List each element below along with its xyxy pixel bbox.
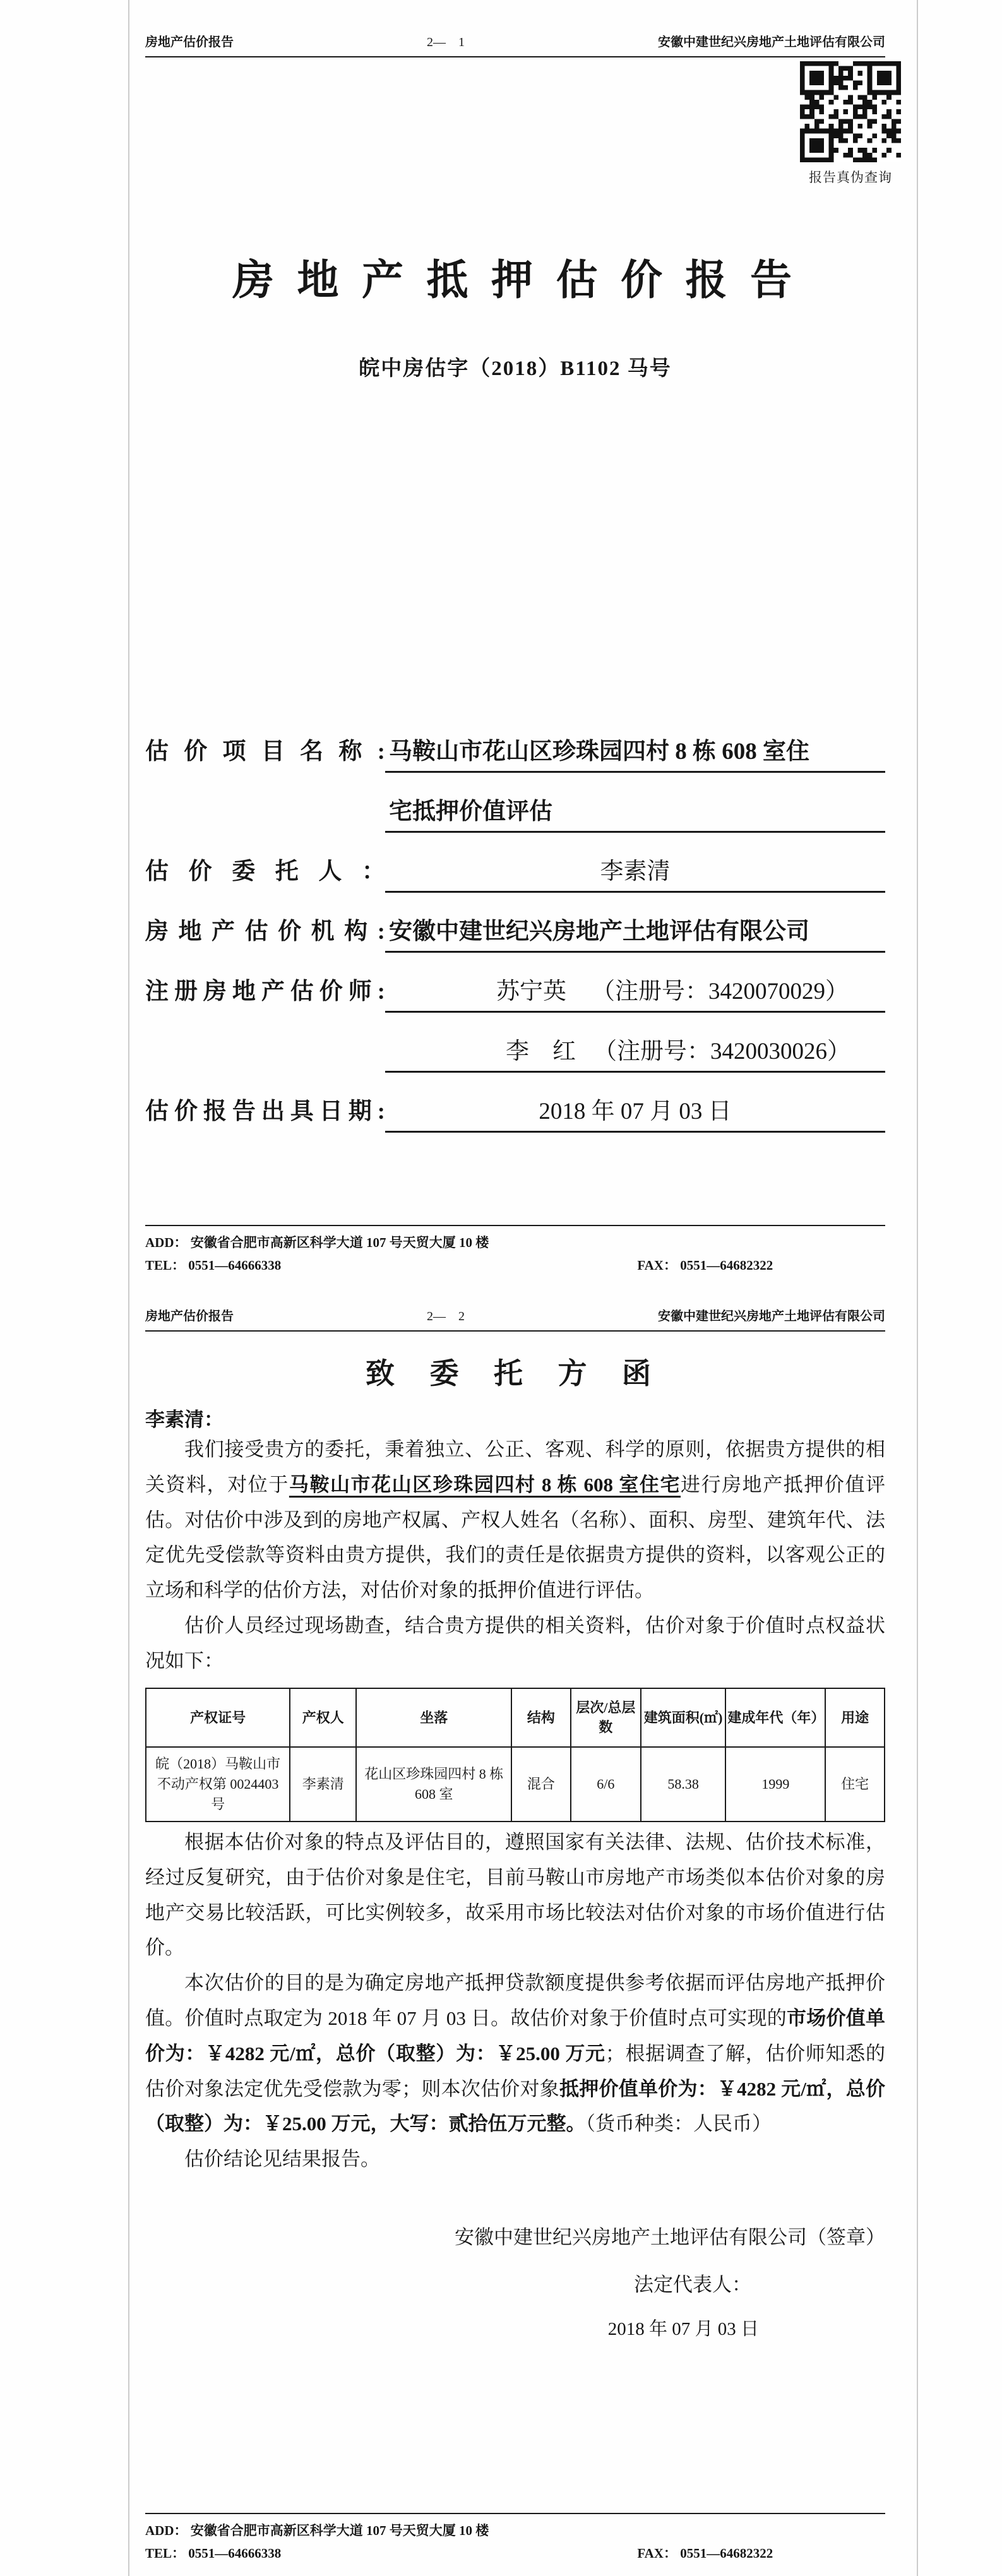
col-header-year-built: 建成年代（年） <box>725 1688 825 1748</box>
footer-address: ADD： 安徽省合肥市高新区科学大道 107 号天贸大厦 10 楼 <box>145 2523 489 2538</box>
field-label-issue-date: 估价报告出具日期: <box>145 1099 385 1124</box>
signature-block <box>145 2221 885 2340</box>
cell-floor: 6/6 <box>571 1747 641 1822</box>
appraiser2-registration: （注册号：3420030026） <box>593 1039 850 1064</box>
letter-paragraph-4 <box>145 1965 885 2142</box>
footer-address: ADD： 安徽省合肥市高新区科学大道 107 号天贸大厦 10 楼 <box>145 1235 489 1250</box>
form-row-appraiser-2 <box>145 1032 885 1073</box>
col-header-area: 建筑面积(㎡) <box>641 1688 726 1748</box>
col-header-floor: 层次/总层数 <box>571 1688 641 1748</box>
field-value-appraiser-2 <box>385 1032 885 1073</box>
footer-fax: FAX： 0551—64682322 <box>637 1258 773 1273</box>
field-label-agency: 房地产估价机构: <box>145 919 385 945</box>
paragraph1-text-a: 我们接受贵方的委托，秉着独立、公正、客观、科学的原则，依据贵方提供的相关资料，对位于 <box>145 1438 885 1496</box>
signature-legal-representative: 法定代表人： <box>634 2274 751 2296</box>
field-value-project-line2: 宅抵押价值评估 <box>385 792 885 833</box>
page1-running-header <box>145 0 885 57</box>
footer-telephone: TEL： 0551—64666338 <box>145 2546 282 2561</box>
field-label-project: 估价项目名称: <box>145 739 385 765</box>
doc-number: 皖中房估字（2018）B1102 马号 <box>359 357 672 380</box>
form-row-client <box>145 852 885 893</box>
signature-date: 2018 年 07 月 03 日 <box>607 2319 759 2339</box>
form-row-project <box>145 732 885 773</box>
report-title: 房 地 产 抵 押 估 价 报 告 <box>232 258 798 304</box>
market-value-emphasis: 市场价值单价为：￥4282 元/㎡，总价（取整）为：￥25.00 万元 <box>145 2007 886 2065</box>
field-value-client: 李素清 <box>385 852 885 893</box>
field-value-project-line1: 马鞍山市花山区珍珠园四村 8 栋 608 室住 <box>385 732 885 773</box>
paragraph4-text-b: ；根据调查了解，估价师知悉的估价对象法定优先受偿款为零；则本次估价对象 <box>145 2042 885 2100</box>
paragraph4-text-a: 本次估价的目的是为确定房地产抵押贷款额度提供参考依据而评估房地产抵押价值。价值时点取定为 2018 年 07 月 03 日。故估价对象于价值时点可实现的 <box>145 1972 885 2030</box>
appraiser1-name: 苏宁英 <box>496 979 566 1005</box>
field-label-client: 估价委托人： <box>145 859 385 885</box>
mortgage-value-emphasis: 抵押价值单价为：￥4282 元/㎡，总价（取整）为：￥25.00 万元，大写：贰拾伍万元整。 <box>145 2077 885 2135</box>
cell-area: 58.38 <box>641 1747 726 1822</box>
page1-running-footer <box>145 1225 885 1274</box>
letter-paragraph-5: 估价结论见结果报告。 <box>184 2148 380 2171</box>
footer-tel-fax-row <box>145 1255 885 1274</box>
form-row-appraiser-1 <box>145 972 885 1013</box>
property-rights-table <box>145 1688 885 1822</box>
appraiser2-name: 李 红 <box>506 1039 576 1064</box>
page2-running-header <box>145 1288 885 1332</box>
header-doc-type: 房地产估价报告 <box>145 1309 234 1323</box>
footer-telephone: TEL： 0551—64666338 <box>145 1258 282 1273</box>
cell-certificate-no: 皖（2018）马鞍山市不动产权第 0024403 号 <box>146 1747 290 1822</box>
letter-paragraph-3: 根据本估价对象的特点及评估目的，遵照国家有关法律、法规、估价技术标准，经过反复研究，由于估价对象是住宅，目前马鞍山市房地产市场类似本估价对象的房地产交易比较活跃，可比实例较多，故采用市场比较法对估价对象的市场价值进行估价。 <box>145 1831 885 1959</box>
letter-salutation: 李素清： <box>145 1409 224 1431</box>
col-header-location: 坐落 <box>356 1688 511 1748</box>
col-header-certificate: 产权证号 <box>146 1688 290 1748</box>
cell-owner: 李素清 <box>290 1747 356 1822</box>
col-header-owner: 产权人 <box>290 1688 356 1748</box>
letter-title: 致 委 托 方 函 <box>366 1357 665 1390</box>
table-row <box>146 1747 885 1822</box>
header-page-number: 2— 1 <box>427 35 465 49</box>
page2-running-footer <box>145 2513 885 2562</box>
page-2-letter <box>0 1288 1002 2576</box>
cell-year-built: 1999 <box>725 1747 825 1822</box>
form-row-agency <box>145 912 885 953</box>
col-header-structure: 结构 <box>511 1688 571 1748</box>
footer-tel-fax-row <box>145 2543 885 2562</box>
qr-code <box>800 61 901 162</box>
form-row-issue-date <box>145 1092 885 1133</box>
header-company-name: 安徽中建世纪兴房地产土地评估有限公司 <box>658 1309 885 1323</box>
signature-company: 安徽中建世纪兴房地产土地评估有限公司（签章） <box>455 2226 885 2248</box>
table-header-row <box>146 1688 885 1748</box>
header-page-number: 2— 2 <box>427 1309 465 1323</box>
col-header-use: 用途 <box>825 1688 885 1748</box>
letter-paragraph-1 <box>145 1432 885 1608</box>
form-row-project-cont <box>145 792 885 833</box>
cell-use: 住宅 <box>825 1747 885 1822</box>
cell-location: 花山区珍珠园四村 8 栋 608 室 <box>356 1747 511 1822</box>
field-value-agency: 安徽中建世纪兴房地产土地评估有限公司 <box>385 912 885 953</box>
letter-paragraph-2: 估价人员经过现场勘查，结合贵方提供的相关资料，估价对象于价值时点权益状况如下： <box>145 1614 885 1672</box>
field-value-issue-date: 2018 年 07 月 03 日 <box>385 1092 885 1133</box>
field-value-appraiser-1 <box>385 972 885 1013</box>
qr-block <box>800 61 901 186</box>
appraiser1-registration: （注册号：3420070029） <box>592 979 849 1005</box>
cover-form <box>145 732 885 1133</box>
subject-property-emphasis: 马鞍山市花山区珍珠园四村 8 栋 608 室住宅 <box>289 1473 681 1496</box>
paragraph1-text-b: 进行房地产抵押价值评估。对估价中涉及到的房地产权属、产权人姓名（名称）、面积、房型、建筑年代、法定优先受偿款等资料由贵方提供，我们的责任是依据贵方提供的资料，以客观公正的立场和科学的估价方法，对估价对象的抵押价值进行评估。 <box>145 1473 885 1602</box>
header-company-name: 安徽中建世纪兴房地产土地评估有限公司 <box>658 35 885 49</box>
header-doc-type: 房地产估价报告 <box>145 35 234 49</box>
paragraph4-text-c: （货币种类：人民币） <box>585 2113 772 2135</box>
cell-structure: 混合 <box>511 1747 571 1822</box>
footer-fax: FAX： 0551—64682322 <box>637 2546 773 2561</box>
field-label-appraiser: 注册房地产估价师: <box>145 979 385 1005</box>
qr-caption: 报告真伪查询 <box>809 170 892 185</box>
